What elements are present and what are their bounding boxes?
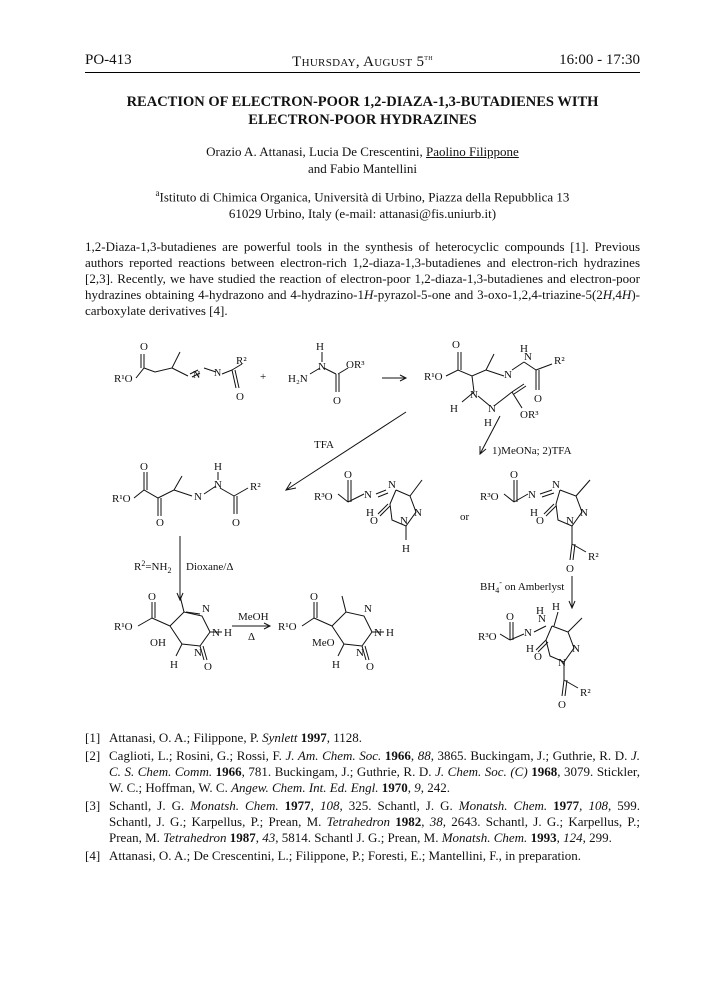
svg-text:N: N bbox=[580, 507, 588, 519]
svg-text:H: H bbox=[526, 643, 534, 655]
svg-text:N: N bbox=[524, 351, 532, 363]
svg-text:O: O bbox=[366, 661, 374, 673]
svg-text:N: N bbox=[558, 657, 566, 669]
svg-text:O: O bbox=[204, 661, 212, 673]
svg-text:H: H bbox=[484, 417, 492, 429]
svg-text:N: N bbox=[364, 489, 372, 501]
paper-title: REACTION OF ELECTRON-POOR 1,2-DIAZA-1,3-BUTADIENES WITH ELECTRON-POOR HYDRAZINES bbox=[126, 94, 599, 128]
tfa-label: TFA bbox=[314, 439, 334, 451]
svg-text:R²: R² bbox=[580, 687, 591, 699]
svg-text:R²: R² bbox=[250, 481, 261, 493]
svg-text:N: N bbox=[400, 515, 408, 527]
reference-number: [1] bbox=[85, 730, 101, 745]
meona-label: 1)MeONa; 2)TFA bbox=[492, 445, 572, 457]
svg-text:O: O bbox=[333, 395, 341, 407]
svg-text:R¹O: R¹O bbox=[114, 373, 133, 385]
svg-text:H: H bbox=[450, 403, 458, 415]
svg-text:N: N bbox=[566, 515, 574, 527]
svg-text:H: H bbox=[530, 507, 538, 519]
svg-text:N: N bbox=[552, 479, 560, 491]
svg-text:N: N bbox=[504, 369, 512, 381]
reference-text: Schantl, J. G. Monatsh. Chem. 1977, 108, 325. Schantl, J. G. Monatsh. Chem. 1977, 108, 599. Schantl, J. G.; Karpellus, P.; Prean, M. Tetrahedron 1982, 38, 2643. Schantl, J. G.; Karpellus, P.; Prean, M. Tetrahedron 1987, 43, 5814. Schantl J. G.; Prean, M. Monatsh. Chem. 1993, 124, 299. bbox=[109, 798, 641, 845]
svg-text:O: O bbox=[452, 339, 460, 351]
meoh-label: MeOH bbox=[238, 611, 269, 623]
svg-text:O: O bbox=[140, 461, 148, 473]
session-time: 16:00 - 17:30 bbox=[559, 52, 640, 68]
reference-text: Caglioti, L.; Rosini, G.; Rossi, F. J. Am. Chem. Soc. 1966, 88, 3865. Buckingam, J.; Guthrie, R. D. J. C. S. Chem. Comm. 1966, 781. Buckingam, J.; Guthrie, R. D. J. Chem. Soc. (C) 1968, 3079. Stickler, W. C.; Hoffman, W. C. Angew. Chem. Int. Ed. Engl. 1970, 9, 242. bbox=[109, 748, 640, 795]
svg-text:O: O bbox=[534, 393, 542, 405]
svg-text:N: N bbox=[214, 368, 222, 379]
svg-text:N: N bbox=[318, 361, 326, 373]
delta-label: Δ bbox=[248, 631, 256, 643]
svg-text:H₂N: H₂N bbox=[288, 373, 308, 385]
svg-text:O: O bbox=[236, 391, 244, 403]
session-day: Thursday, August 5th bbox=[292, 52, 433, 70]
svg-text:O: O bbox=[310, 591, 318, 603]
svg-text:N: N bbox=[388, 479, 396, 491]
svg-text:H: H bbox=[366, 507, 374, 519]
affiliation: $^a$Istituto di Chimica Organica, Università di Urbino, Piazza della Repubblica 13 61029 Urbino, Italy (e-mail: attanasi@fis.uniurb.it) bbox=[155, 188, 570, 222]
svg-text:R¹O: R¹O bbox=[114, 621, 133, 633]
svg-text:O: O bbox=[344, 469, 352, 481]
or-label: or bbox=[460, 511, 470, 523]
svg-text:N: N bbox=[194, 647, 202, 659]
svg-text:O: O bbox=[370, 515, 378, 527]
svg-text:R³O: R³O bbox=[478, 631, 497, 643]
svg-text:H: H bbox=[520, 343, 528, 355]
presenting-author: Paolino Filippone bbox=[426, 144, 519, 159]
svg-text:H: H bbox=[170, 659, 178, 671]
reference-item bbox=[85, 748, 640, 796]
svg-text:H: H bbox=[536, 605, 544, 617]
svg-text:H: H bbox=[402, 543, 410, 555]
svg-text:O: O bbox=[534, 651, 542, 663]
svg-text:H: H bbox=[332, 659, 340, 671]
svg-text:R¹O: R¹O bbox=[112, 493, 131, 505]
svg-text:N: N bbox=[214, 479, 222, 491]
reference-item bbox=[85, 848, 640, 864]
svg-text:H: H bbox=[316, 341, 324, 353]
svg-text:N: N bbox=[356, 647, 364, 659]
svg-text:H: H bbox=[386, 627, 394, 639]
reference-text: Attanasi, O. A.; De Crescentini, L.; Filippone, P.; Foresti, E.; Mantellini, F., in preparation. bbox=[109, 848, 581, 863]
svg-text:N: N bbox=[193, 370, 201, 381]
svg-text:O: O bbox=[566, 563, 574, 575]
plus-sign: + bbox=[260, 371, 267, 383]
svg-text:OR³: OR³ bbox=[346, 359, 365, 371]
svg-text:H: H bbox=[224, 627, 232, 639]
poster-code: PO-413 bbox=[85, 52, 132, 68]
dioxane-label: Dioxane/Δ bbox=[186, 561, 234, 573]
r2-nh2-label: $R^2=NH_2$ bbox=[134, 559, 172, 575]
svg-text:O: O bbox=[510, 469, 518, 481]
svg-text:N: N bbox=[202, 603, 210, 615]
svg-text:N: N bbox=[572, 643, 580, 655]
svg-text:H: H bbox=[552, 601, 560, 613]
page-header bbox=[85, 52, 640, 73]
reaction-scheme bbox=[100, 330, 630, 720]
svg-text:OR³: OR³ bbox=[520, 409, 539, 421]
svg-text:R²: R² bbox=[588, 551, 599, 563]
svg-text:O: O bbox=[536, 515, 544, 527]
svg-text:N: N bbox=[528, 489, 536, 501]
svg-text:O: O bbox=[148, 591, 156, 603]
reference-number: [3] bbox=[85, 798, 101, 813]
reference-text: Attanasi, O. A.; Filippone, P. Synlett 1997, 1128. bbox=[109, 730, 363, 745]
abstract-text: 1,2-Diaza-1,3-butadienes are powerful tools in the synthesis of heterocyclic compounds [1]. Previous authors reported reactions between electron-rich 1,2-diaza-1,3-butadienes and electron-rich hydrazines [2,3]. Recently, we have studied the reaction of electron-poor 1,2-diaza-1,3-butadienes and electron-poor hydrazines obtaining 4-hydrazono and 4-hydrazino-1H-pyrazol-5-one and 3-oxo-1,2,4-triazine-5(2H,4H)-carboxylate derivatives [4]. bbox=[85, 239, 640, 318]
svg-text:R³O: R³O bbox=[480, 491, 499, 503]
author-list: Orazio A. Attanasi, Lucia De Crescentini, Paolino Filippone and Fabio Mantellini bbox=[206, 144, 519, 176]
svg-text:N: N bbox=[374, 627, 382, 639]
reference-item bbox=[85, 798, 640, 846]
svg-text:N: N bbox=[212, 627, 220, 639]
reference-item bbox=[85, 730, 640, 746]
svg-text:R²: R² bbox=[554, 355, 565, 367]
svg-text:N: N bbox=[470, 389, 478, 401]
svg-text:R²: R² bbox=[236, 355, 247, 367]
svg-text:O: O bbox=[232, 517, 240, 529]
reference-list bbox=[85, 730, 640, 866]
svg-text:O: O bbox=[506, 611, 514, 623]
svg-text:O: O bbox=[156, 517, 164, 529]
svg-text:N: N bbox=[488, 403, 496, 415]
svg-text:N: N bbox=[414, 507, 422, 519]
reference-number: [2] bbox=[85, 748, 101, 763]
bh4-label: $BH_4^-$ on Amberlyst bbox=[480, 578, 565, 595]
svg-text:O: O bbox=[558, 699, 566, 711]
svg-text:N: N bbox=[524, 627, 532, 639]
svg-text:N: N bbox=[364, 603, 372, 615]
svg-text:O: O bbox=[140, 341, 148, 353]
svg-text:N: N bbox=[538, 613, 546, 625]
reference-number: [4] bbox=[85, 848, 101, 863]
svg-text:N: N bbox=[194, 491, 202, 503]
svg-text:OH: OH bbox=[150, 637, 166, 649]
svg-text:R¹O: R¹O bbox=[424, 371, 443, 383]
svg-text:MeO: MeO bbox=[312, 637, 335, 649]
svg-text:H: H bbox=[214, 461, 222, 473]
svg-text:R³O: R³O bbox=[314, 491, 333, 503]
svg-text:R¹O: R¹O bbox=[278, 621, 297, 633]
